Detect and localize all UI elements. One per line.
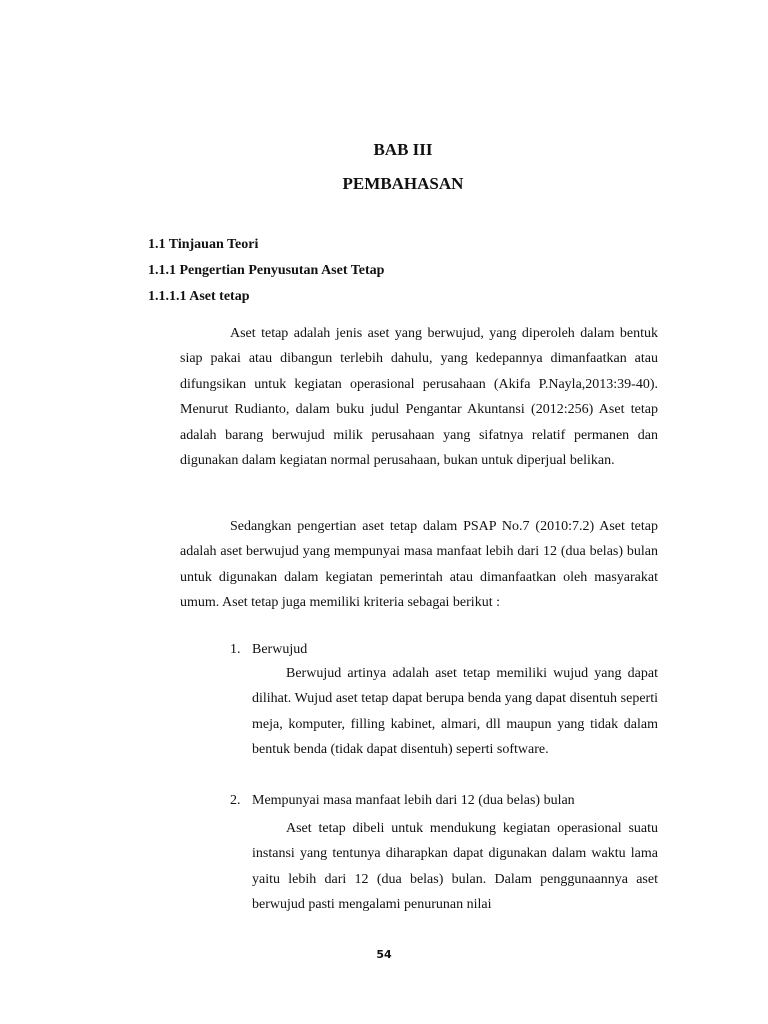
paragraph-psap: Sedangkan pengertian aset tetap dalam PSAP No.7 (2010:7.2) Aset tetap adalah aset berwujud yang mempunyai masa manfaat lebih dari 12 (dua belas) bulan untuk digunakan dalam kegiatan pemerintah atau dimanfaatkan oleh masyarakat umum. Aset tetap juga memiliki kriteria sebagai berikut : (180, 519, 658, 611)
list-item-number: 1. (230, 642, 241, 657)
list-item-berwujud (230, 642, 307, 658)
chapter-number: BAB III (373, 140, 433, 159)
page-number: 54 (376, 948, 392, 961)
section-heading: 1.1 Tinjauan Teori (148, 237, 259, 252)
subsection-heading: 1.1.1 Pengertian Penyusutan Aset Tetap (148, 263, 385, 278)
paragraph-definition: Aset tetap adalah jenis aset yang berwujud, yang diperoleh dalam bentuk siap pakai atau dibangun terlebih dahulu, yang kedepannya dimanfaatkan atau difungsikan untuk kegiatan operasional perusahaan (Akifa P.Nayla,2013:39-40). Menurut Rudianto, dalam buku judul Pengantar Akuntansi (2012:256) Aset tetap adalah barang berwujud milik perusahaan yang sifatnya relatif permanen dan digunakan dalam kegiatan normal perusahaan, bukan untuk diperjual belikan. (180, 326, 658, 469)
list-item-body: Aset tetap dibeli untuk mendukung kegiatan operasional suatu instansi yang tentunya diharapkan dapat digunakan dalam waktu lama yaitu lebih dari 12 (dua belas) bulan. Dalam penggunaannya aset berwujud pasti mengalami penurunan nilai (252, 821, 658, 913)
list-item-number: 2. (230, 793, 241, 808)
list-item-masa-manfaat (230, 793, 575, 809)
chapter-title: PEMBAHASAN (342, 174, 464, 193)
list-item-title: Mempunyai masa manfaat lebih dari 12 (dua belas) bulan (252, 793, 575, 808)
list-item-title: Berwujud (252, 642, 308, 657)
subsubsection-heading: 1.1.1.1 Aset tetap (148, 289, 250, 304)
list-item-body: Berwujud artinya adalah aset tetap memiliki wujud yang dapat dilihat. Wujud aset tetap dapat berupa benda yang dapat disentuh seperti meja, komputer, filling kabinet, almari, dll maupun yang tidak dalam bentuk benda (tidak dapat disentuh) seperti software. (252, 666, 658, 758)
